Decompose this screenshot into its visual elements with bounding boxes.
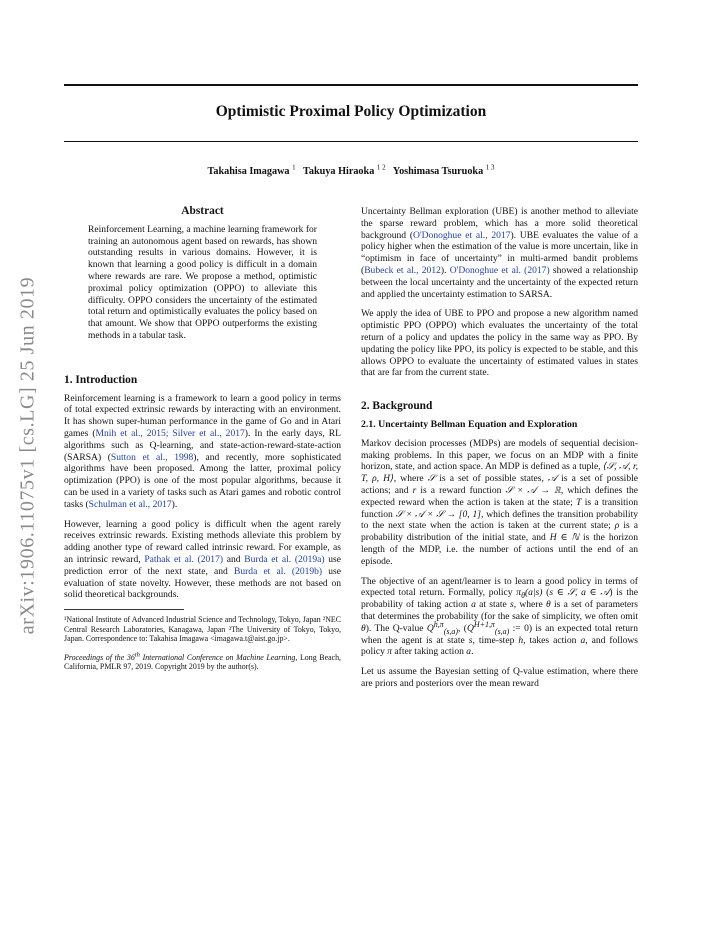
title-top-rule (64, 84, 638, 86)
mdp-paragraph: Markov decision processes (MDPs) are models of sequential decision-making problems. In this paper, we focus on an MDP with a finite horizon, state, and action space. An MDP is defined as a tuple, ⟨𝒮, 𝒜, r, T, ρ, H⟩, where 𝒮 is a set of possible states, 𝒜 is a set of possible actions; and r is a reward function 𝒮 × 𝒜 → ℝ, which defines the expected reward when the action is taken at the state; T is a transition function 𝒮 × 𝒜 × 𝒮 → [0, 1], which defines the transition probability to the next state when the action is taken at the current state; ρ is a probability distribution of the initial state, and H ∈ ℕ is the horizon length of the MDP, i.e. the number of actions until the end of an episode. (361, 437, 639, 567)
citation-link[interactable]: Schulman et al., 2017 (88, 498, 172, 510)
citation-link[interactable]: Pathak et al. (2017) (144, 553, 224, 565)
intro-paragraph: Reinforcement learning is a framework to learn a good policy in terms of total expected extrinsic rewards by interacting with an environment. It has shown super-human performance in the game of Go and in Atari games (Mnih et al., 2015; Silver et al., 2017). In the early days, RL algorithms such as Q-learning, and state-action-reward-state-action (SARSA) (Sutton et al., 1998), and recently, more sophisticated algorithms have been proposed. Among the latter, proximal policy optimization (PPO) is one of the most popular algorithms, because it can be used in a variety of tasks such as Atari games and robotic control tasks (Schulman et al., 2017). (64, 392, 342, 510)
section-heading-introduction: 1. Introduction (64, 373, 138, 386)
left-column (64, 206, 341, 672)
citation-link[interactable]: Bubeck et al., 2012 (364, 264, 441, 276)
citation-link[interactable]: Burda et al. (2019a) (244, 553, 325, 565)
author-list (64, 163, 638, 177)
author-affiliation: 1 3 (485, 163, 495, 172)
oppo-paragraph: We apply the idea of UBE to PPO and propose a new algorithm named optimistic PPO (OPPO) which evaluates the uncertainty of the total return of a policy and updates the policy in the same way as PPO. By updating the policy like PPO, its policy is expected to be stable, and this allows OPPO to evaluate the uncertainty of estimated values in states that are far from the current state. (361, 308, 638, 379)
citation-link[interactable]: Sutton et al., 1998 (110, 451, 194, 463)
author-affiliation: 1 (292, 163, 296, 172)
bayes-paragraph: Let us assume the Bayesian setting of Q-value estimation, where there are priors and posteriors over the mean reward (361, 666, 638, 689)
citation-link[interactable]: O'Donoghue et al. (2017) (449, 264, 550, 276)
paper-title: Optimistic Proximal Policy Optimization (215, 103, 487, 120)
abstract-heading: Abstract (181, 205, 224, 217)
intro-paragraph: However, learning a good policy is difficult when the agent rarely receives extrinsic rewards. Existing methods alleviate this problem by adding another type of reward called intrinsic reward. For example, as an intrinsic reward, Pathak et al. (2017) and Burda et al. (2019a) use prediction error of the next state, and Burda et al. (2019b) use evaluation of state novelty. However, these methods are not based on solid theoretical backgrounds. (64, 518, 341, 601)
ube-paragraph: Uncertainty Bellman exploration (UBE) is another method to alleviate the sparse reward problem, which has a more solid theoretical background (O'Donoghue et al., 2017). UBE evaluates the value of a policy higher when the estimation of the value is more uncertain, like in “optimism in face of uncertainty” in multi-armed bandit problems (Bubeck et al., 2012). O'Donoghue et al. (2017) showed a relationship between the local uncertainty and the uncertainty of the expected return and applied the uncertainty estimation to SARSA. (361, 206, 638, 300)
section-heading-background: 2. Background (361, 400, 433, 413)
arxiv-stamp (10, 225, 46, 685)
abstract-body: Reinforcement Learning, a machine learning framework for training an autonomous agent based on rewards, has shown outstanding results in various domains. However, it is known that learning a good policy is difficult in a domain where rewards are rare. We propose a method, optimistic proximal policy optimization (OPPO) to alleviate this difficulty. OPPO considers the uncertainty of the estimated total return and optimistically evaluates the policy based on that amount. We show that OPPO outperforms the existing methods in a tabular task. (88, 223, 317, 341)
arxiv-identifier: arXiv:1906.11075v1 [cs.LG] 25 Jun 2019 (16, 276, 39, 634)
proceedings-note: Proceedings of the 36th International Conference on Machine Learning, Long Beach, California, PMLR 97, 2019. Copyright 2019 by the author(s). (64, 651, 341, 672)
author-name: Takuya Hiraoka (303, 166, 375, 177)
affiliation-footnote: ¹National Institute of Advanced Industrial Science and Technology, Tokyo, Japan ²NEC Central Research Laboratories, Kanagawa, Japan ³The University of Tokyo, Tokyo, Japan. Correspondence to: Takahisa Imagawa <imagawa.t@aist.go.jp>. (64, 615, 341, 644)
author-name: Yoshimasa Tsuruoka (392, 166, 484, 177)
title-bottom-rule (64, 141, 638, 142)
footnote-separator (64, 609, 184, 610)
objective-paragraph: The objective of an agent/learner is to learn a good policy in terms of expected total return. Formally, policy $\pi_\theta(a|s)$ (s ∈ 𝒮, a ∈ 𝒜) is the probability of taking action a at state s, where θ is a set of parameters that determines the probability (for the sake of simplicity, we often omit θ). The Q-value $Q^{h,\pi}_{(s,a)}$, ($Q^{H+1,\pi}_{(s,a)}$ := 0) is an expected total return when the agent is at state s, time-step h, takes action a, and follows policy π after taking action a. (361, 575, 639, 658)
citation-link[interactable]: Mnih et al., 2015; Silver et al., 2017 (95, 427, 245, 439)
author-affiliation: 1 2 (376, 163, 386, 172)
right-column (361, 206, 638, 698)
subsection-heading-ube: 2.1. Uncertainty Bellman Equation and Exploration (361, 418, 578, 430)
author-name: Takahisa Imagawa (207, 166, 290, 177)
citation-link[interactable]: O'Donoghue et al., 2017 (413, 229, 511, 241)
citation-link[interactable]: Burda et al. (2019b) (233, 565, 323, 577)
